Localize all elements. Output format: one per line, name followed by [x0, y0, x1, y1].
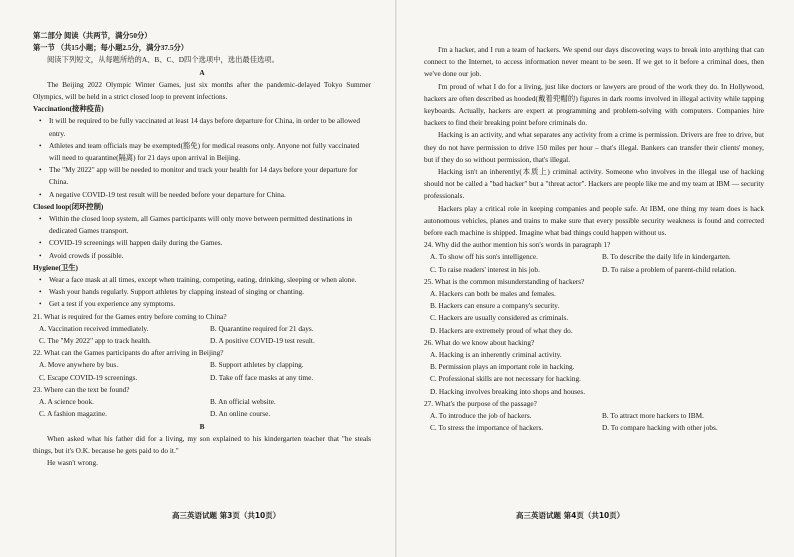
list-item: • The "My 2022" app will be needed to monitor and track your health for 14 days before your departure for China.	[49, 164, 371, 188]
closed-loop-heading: Closed loop(闭环控制)	[33, 201, 104, 211]
option-d[interactable]: D. A positive COVID-19 test result.	[210, 336, 315, 346]
left-column	[33, 30, 371, 469]
paragraph: I'm proud of what I do for a living, just like doctors or lawyers are proud of the work they do. In Hollywood, hackers are often described as hooded(戴着兜帽的) figures in dark rooms involved in illegal activity while tapping keyboards. Actually, hackers are expert at programming and problem-solving with computers. Companies hire hackers to find their breaking point before criminals do.	[424, 81, 764, 128]
question-25	[424, 276, 764, 337]
option-a[interactable]: A. Hackers can both be males and females.	[430, 289, 556, 299]
page-fold	[395, 0, 397, 557]
option-a[interactable]: A. Move anywhere by bus.	[39, 360, 119, 370]
option-c[interactable]: C. To stress the importance of hackers.	[430, 423, 544, 433]
option-a[interactable]: A. A science book.	[39, 397, 94, 407]
question-stem: 26. What do we know about hacking?	[424, 337, 535, 347]
list-item: • A negative COVID-19 test result will be needed before your departure for China.	[49, 189, 371, 201]
list-item: • Athletes and team officials may be exempted(豁免) for medical reasons only. Anyone not fully vaccinated will need to quarantine(隔离) for 21 days upon arrival in Beijing.	[49, 140, 371, 164]
paragraph: Hacking is an activity, and what separates any activity from a crime is permission. Drivers are free to drive, but they do not have permission to drive 150 miles per hour – that's illegal. Bankers can transfer their clients' money, but if they do so without permission, that's illegal.	[424, 130, 764, 164]
list-item: • It will be required to be fully vaccinated at least 14 days before departure for China, in order to be allowed entry.	[49, 115, 371, 139]
list-item: • Within the closed loop system, all Games participants will only move between permitted destinations in dedicated Games transport.	[49, 213, 371, 237]
option-d[interactable]: D. To compare hacking with other jobs.	[602, 423, 718, 433]
list-item: • Get a test if you experience any symptoms.	[49, 298, 371, 310]
option-c[interactable]: C. A fashion magazine.	[39, 409, 107, 419]
option-b[interactable]: B. Hackers can ensure a company's security.	[430, 301, 560, 311]
question-stem: 25. What is the common misunderstanding of hackers?	[424, 276, 585, 286]
list-item: • Avoid crowds if possible.	[49, 250, 371, 262]
paragraph: Hacking isn't an inherently(本质上) criminal activity. Someone who involves in the illegal use of hacking should not be called a "bad hacker" but a "threat actor". Hackers are people like me and my team at IBM — security professionals.	[424, 167, 764, 201]
passage-a-intro: The Beijing 2022 Olympic Winter Games, just six months after the pandemic-delayed Tokyo Summer Olympics, will be held in a strict closed loop to prevent infections.	[33, 79, 371, 102]
right-column	[424, 44, 764, 435]
hygiene-list	[33, 274, 371, 311]
question-23	[33, 384, 371, 421]
part-title: 第二部分 阅读（共两节，满分50分）	[33, 31, 152, 40]
option-c[interactable]: C. Escape COVID-19 screenings.	[39, 372, 138, 382]
option-c[interactable]: C. To raise readers' interest in his job.	[430, 264, 540, 274]
option-b[interactable]: B. To attract more hackers to IBM.	[602, 411, 704, 421]
hygiene-heading: Hygiene(卫生)	[33, 262, 78, 272]
section-title: 第一节 （共15小题；每小题2.5分，满分37.5分）	[33, 43, 189, 53]
vaccination-heading: Vaccination(接种疫苗)	[33, 104, 104, 114]
closed-loop-list	[33, 213, 371, 262]
question-stem: 21. What is required for the Games entry before coming to China?	[33, 311, 227, 321]
option-b[interactable]: B. An official website.	[210, 397, 276, 407]
question-stem: 22. What can the Games participants do after arriving in Beijing?	[33, 348, 224, 358]
footer-left: 高三英语试题 第3页（共10页）	[172, 511, 281, 520]
option-c[interactable]: C. The "My 2022" app to track health.	[39, 336, 151, 346]
list-item: • Wear a face mask at all times, except when training, competing, eating, drinking, sleeping or when alone.	[49, 274, 371, 286]
passage-b-p2: He wasn't wrong.	[47, 458, 98, 468]
option-d[interactable]: D. Hackers are extremely proud of what they do.	[430, 325, 573, 335]
option-d[interactable]: D. To raise a problem of parent-child relation.	[602, 264, 737, 274]
option-b[interactable]: B. Support athletes by clapping.	[210, 360, 304, 370]
question-stem: 23. Where can the text be found?	[33, 384, 130, 394]
paragraph: I'm a hacker, and I run a team of hackers. We spend our days discovering ways to break into anything that can connect to the Internet, to access information never meant to be seen. If we get to it before a criminal does, then we've done our job.	[424, 45, 764, 79]
option-a[interactable]: A. Hacking is an inherently criminal activity.	[430, 350, 562, 360]
option-b[interactable]: B. To describe the daily life in kindergarten.	[602, 252, 731, 262]
question-27	[424, 398, 764, 435]
list-item: • COVID-19 screenings will happen daily during the Games.	[49, 237, 371, 249]
option-c[interactable]: C. Professional skills are not necessary for hacking.	[430, 374, 581, 384]
passage-b-letter: B	[199, 421, 205, 431]
vaccination-list	[33, 115, 371, 200]
question-stem: 24. Why did the author mention his son's words in paragraph 1?	[424, 240, 611, 250]
question-24	[424, 239, 764, 276]
question-26	[424, 337, 764, 398]
question-stem: 27. What's the purpose of the passage?	[424, 398, 537, 408]
option-c[interactable]: C. Hackers are usually considered as criminals.	[430, 313, 569, 323]
footer-right: 高三英语试题 第4页（共10页）	[516, 511, 625, 520]
option-a[interactable]: A. To show off his son's intelligence.	[430, 252, 538, 262]
question-21	[33, 311, 371, 348]
paragraph: Hackers play a critical role in keeping companies and people safe. At IBM, one thing my team does is hack autonomous vehicles, planes and trains to make sure that every possible security weakness is found and corrected before each machine is shipped. Imagine what bad things could happen without us.	[424, 203, 764, 238]
option-a[interactable]: A. To introduce the job of hackers.	[430, 411, 532, 421]
question-22	[33, 347, 371, 384]
passage-a-letter: A	[199, 67, 205, 77]
option-b[interactable]: B. Permission plays an important role in hacking.	[430, 362, 575, 372]
option-d[interactable]: D. An online course.	[210, 409, 271, 419]
option-d[interactable]: D. Hacking involves breaking into shops and houses.	[430, 386, 586, 396]
option-b[interactable]: B. Quarantine required for 21 days.	[210, 323, 314, 333]
option-a[interactable]: A. Vaccination received immediately.	[39, 323, 149, 333]
list-item: • Wash your hands regularly. Support athletes by clapping instead of singing or chanting.	[49, 286, 371, 298]
instructions: 阅读下列短文，从每题所给的A、B、C、D四个选项中，选出最佳选项。	[47, 55, 279, 65]
passage-b-p1: When asked what his father did for a living, my son explained to his kindergarten teacher that "he steals things, but it's O.K. because he gets paid to do it."	[33, 433, 371, 455]
option-d[interactable]: D. Take off face masks at any time.	[210, 372, 314, 382]
